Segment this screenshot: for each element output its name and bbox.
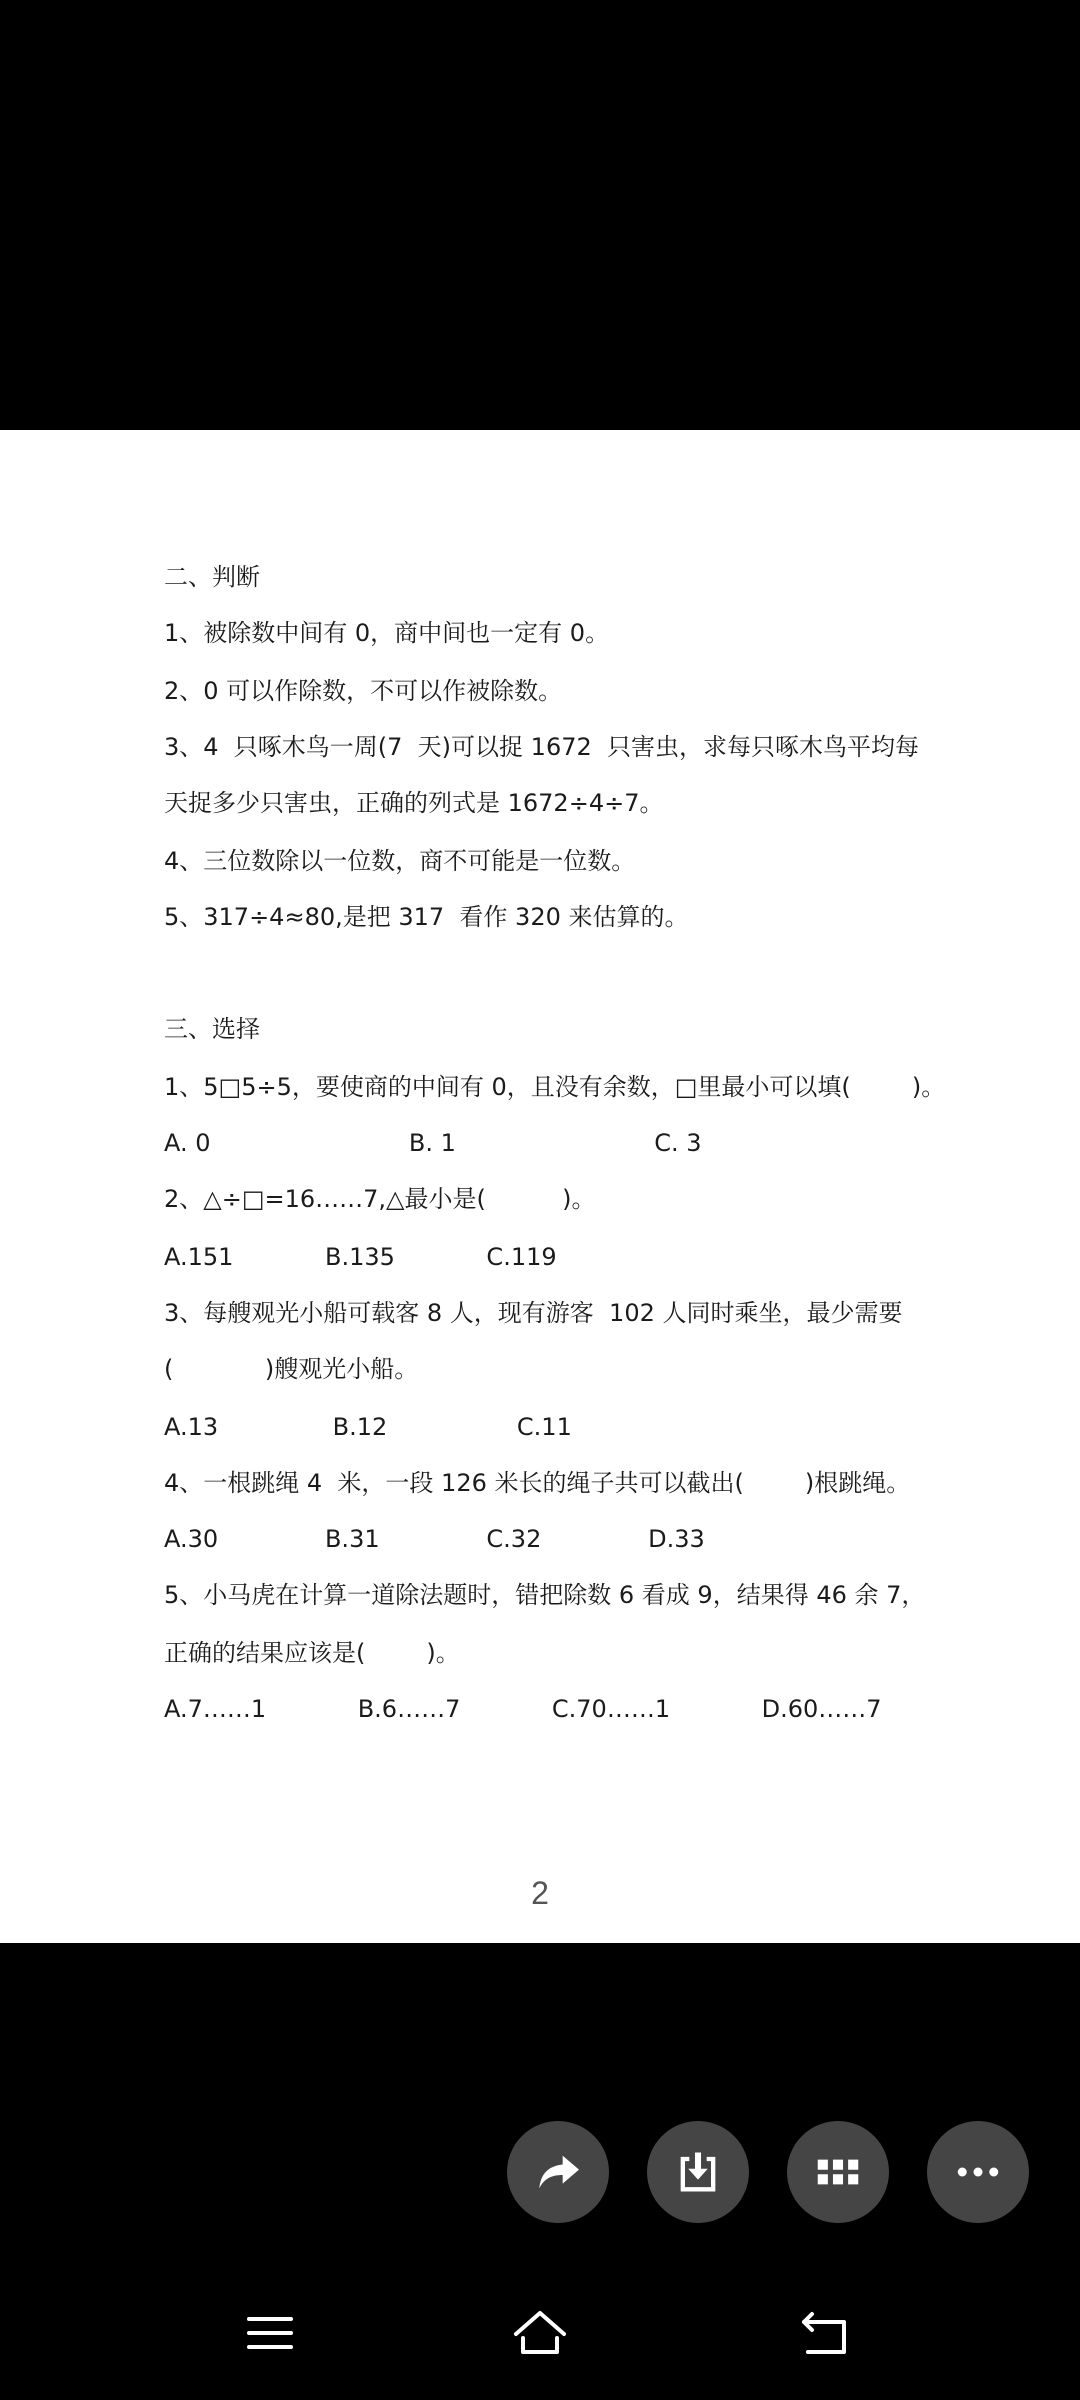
choice-options-1: A. 0 B. 1 C. 3 [164, 1129, 702, 1157]
judgement-item-1: 1、被除数中间有 0，商中间也一定有 0。 [164, 619, 610, 647]
choice-options-4: A.30 B.31 C.32 D.33 [164, 1525, 705, 1553]
choice-options-2: A.151 B.135 C.119 [164, 1243, 557, 1271]
choice-question-2: 2、△÷□=16……7,△最小是( )。 [164, 1185, 596, 1213]
apps-grid-icon [811, 2145, 865, 2199]
nav-home-button[interactable] [500, 2300, 580, 2370]
share-button[interactable] [507, 2121, 609, 2223]
nav-menu-button[interactable] [230, 2300, 310, 2370]
apps-button[interactable] [787, 2121, 889, 2223]
section-title-judgement: 二、判断 [164, 563, 260, 591]
more-icon [951, 2145, 1005, 2199]
judgement-item-3: 3、4 只啄木鸟一周(7 天)可以捉 1672 只害虫，求每只啄木鸟平均每 [164, 733, 920, 761]
choice-question-1: 1、5□5÷5，要使商的中间有 0，且没有余数，□里最小可以填( )。 [164, 1073, 946, 1101]
choice-question-5-cont: 正确的结果应该是( )。 [164, 1639, 460, 1667]
choice-options-3: A.13 B.12 C.11 [164, 1413, 572, 1441]
back-icon [798, 2308, 852, 2362]
download-icon [672, 2146, 724, 2198]
section-title-choice: 三、选择 [164, 1015, 260, 1043]
choice-question-3-cont: ( )艘观光小船。 [164, 1355, 419, 1383]
judgement-item-4: 4、三位数除以一位数，商不可能是一位数。 [164, 847, 636, 875]
page-number: 2 [531, 1875, 549, 1911]
choice-question-4: 4、一根跳绳 4 米，一段 126 米长的绳子共可以截出( )根跳绳。 [164, 1469, 911, 1497]
choice-options-5: A.7……1 B.6……7 C.70……1 D.60……7 [164, 1695, 882, 1723]
menu-icon [245, 2311, 295, 2359]
judgement-item-2: 2、0 可以作除数，不可以作被除数。 [164, 677, 563, 705]
home-icon [510, 2308, 570, 2362]
download-button[interactable] [647, 2121, 749, 2223]
choice-question-3: 3、每艘观光小船可载客 8 人，现有游客 102 人同时乘坐，最少需要 [164, 1299, 903, 1327]
more-button[interactable] [927, 2121, 1029, 2223]
share-icon [530, 2144, 586, 2200]
judgement-item-5: 5、317÷4≈80,是把 317 看作 320 来估算的。 [164, 903, 689, 931]
nav-back-button[interactable] [785, 2300, 865, 2370]
choice-question-5: 5、小马虎在计算一道除法题时，错把除数 6 看成 9，结果得 46 余 7， [164, 1581, 926, 1609]
document-page[interactable] [0, 430, 1080, 1943]
judgement-item-3-cont: 天捉多少只害虫，正确的列式是 1672÷4÷7。 [164, 789, 664, 817]
